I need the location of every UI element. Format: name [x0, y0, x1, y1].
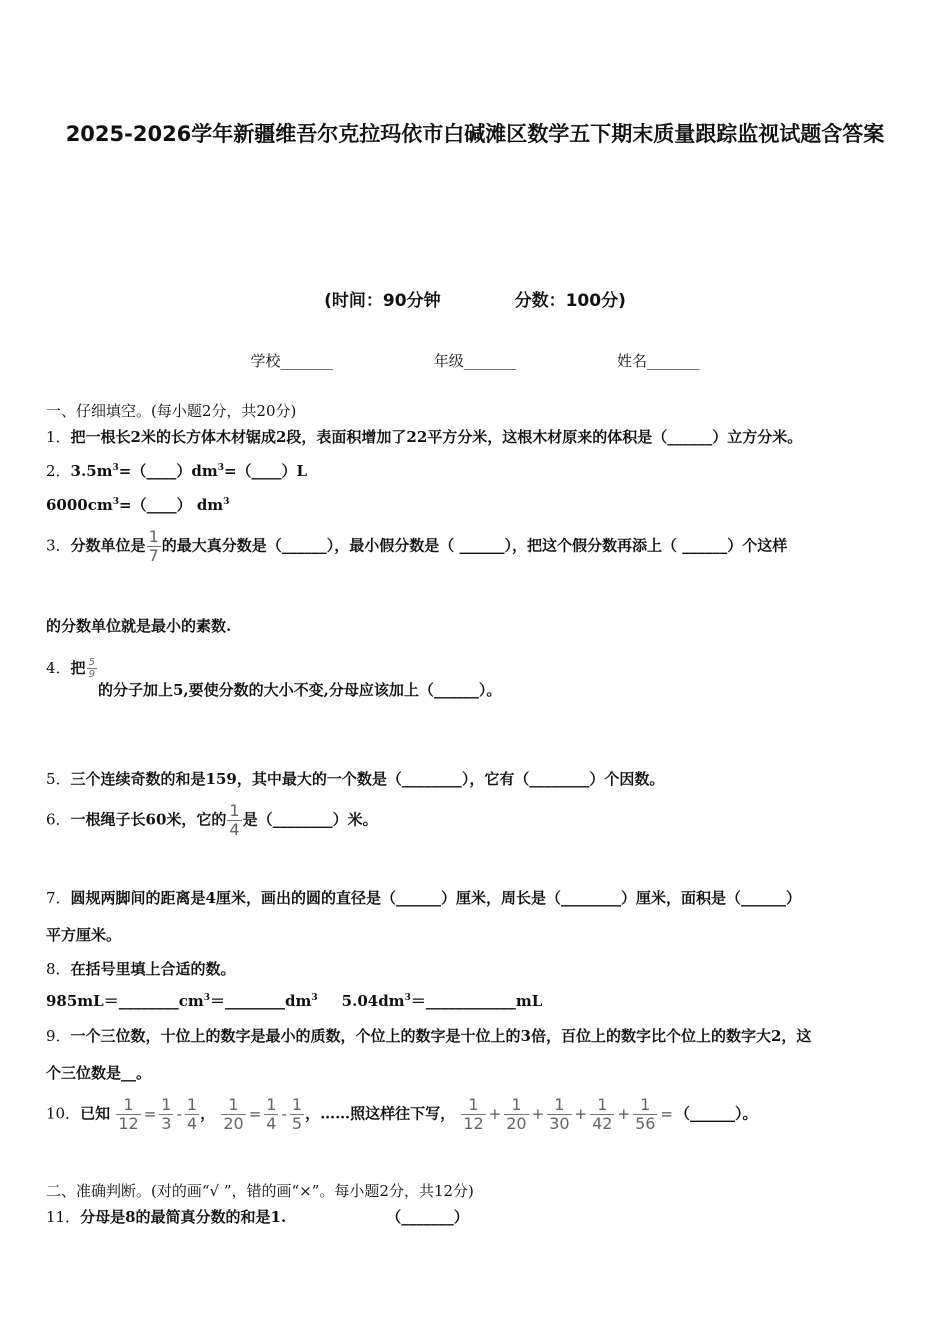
question-text: =（____）L [223, 462, 308, 480]
fraction-numerator: 1 [186, 1095, 198, 1114]
fraction-numerator: 5 [88, 657, 95, 668]
question-text: 分母是8的最简真分数的和是1. [80, 1208, 287, 1226]
question-text: =（____） dm [119, 496, 224, 514]
question-text: 三个连续奇数的和是159，其中最大的一个数是（________），它有（________）个因数。 [70, 770, 665, 788]
question-number: 3． [46, 536, 71, 555]
question-text: 3.5m [70, 462, 113, 480]
question-number: 7． [46, 889, 71, 907]
question-7-line-2: 平方厘米。 [46, 926, 122, 944]
question-text: （______）。 [675, 1104, 758, 1123]
question-2-line-2 [46, 494, 229, 515]
superscript: 3 [223, 497, 230, 507]
equals-sign: = [248, 1104, 262, 1123]
fraction [147, 528, 161, 565]
equals-sign: = [143, 1104, 157, 1123]
fraction-numerator: 1 [266, 1095, 277, 1114]
fraction-denominator: 7 [148, 546, 159, 565]
question-number: 9． [46, 1027, 71, 1045]
fraction [159, 1096, 173, 1133]
question-11 [46, 1206, 469, 1227]
question-text: 5.04dm [341, 992, 405, 1010]
school-field[interactable]: 学校_______ [250, 352, 333, 370]
fraction-denominator: 42 [592, 1114, 613, 1133]
question-2 [46, 460, 307, 481]
superscript: 3 [217, 463, 224, 473]
question-text: 一个三位数，十位上的数字是最小的质数，个位上的数字是十位上的3倍，百位上的数字比个位上的数字大2，这 [70, 1027, 812, 1045]
question-text: ＝________dm [210, 992, 312, 1010]
fraction [185, 1096, 199, 1133]
fraction-denominator: 56 [635, 1114, 656, 1133]
question-text: 已知 [80, 1104, 111, 1123]
fraction [547, 1096, 571, 1133]
question-5 [46, 768, 664, 789]
fraction [264, 1096, 278, 1133]
question-number: 4． [46, 659, 71, 677]
fraction-denominator: 5 [291, 1114, 303, 1133]
fraction-numerator: 1 [640, 1095, 651, 1114]
fraction-denominator: 4 [229, 820, 240, 839]
fraction [290, 1096, 304, 1133]
question-4 [46, 657, 502, 699]
fraction [633, 1096, 657, 1133]
page-title: 2025-2026学年新疆维吾尔克拉玛依市白碱滩区数学五下期末质量跟踪监视试题含答案 [65, 122, 885, 146]
question-text: 分数单位是 [70, 536, 146, 555]
fraction-denominator: 30 [549, 1114, 570, 1133]
fraction-numerator: 1 [511, 1095, 522, 1114]
question-1 [46, 426, 802, 447]
question-text: 圆规两脚间的距离是4厘米，画出的圆的直径是（______）厘米，周长是（________）厘米，面积是（______） [70, 889, 801, 907]
equals-sign: = [660, 1104, 673, 1123]
fraction-numerator: 1 [228, 1095, 239, 1114]
question-8 [46, 958, 236, 979]
grade-field[interactable]: 年级_______ [433, 352, 517, 370]
question-text: 的分子加上5,要使分数的大小不变,分母应该加上（______）。 [97, 681, 502, 699]
fraction-denominator: 12 [463, 1114, 484, 1133]
question-3 [46, 528, 787, 565]
question-text: 6000cm [46, 496, 113, 514]
question-text: 的最大真分数是（______），最小假分数是（ ______），把这个假分数再添上（ ______）个这样 [161, 536, 788, 555]
question-8-line-2 [46, 990, 542, 1011]
minus-sign: - [281, 1104, 287, 1123]
question-number: 5． [46, 770, 71, 788]
question-number: 8． [46, 960, 71, 978]
fraction [590, 1096, 614, 1133]
answer-blank[interactable]: （_______） [386, 1208, 469, 1226]
superscript: 3 [311, 993, 318, 1003]
superscript: 3 [404, 993, 411, 1003]
superscript: 3 [112, 463, 119, 473]
fraction-numerator: 1 [597, 1095, 608, 1114]
section-1-heading: 一、仔细填空。(每小题2分，共20分) [46, 402, 297, 420]
question-7 [46, 887, 801, 908]
question-6 [46, 802, 378, 839]
minus-sign: - [176, 1104, 182, 1123]
question-9 [46, 1025, 811, 1046]
plus-sign: + [617, 1104, 631, 1123]
exam-score: 分数：100分) [514, 291, 626, 311]
question-text: =（____）dm [118, 462, 218, 480]
fraction-denominator: 20 [506, 1114, 527, 1133]
question-text: 一根绳子长60米，它的 [70, 810, 227, 829]
fraction-denominator: 9 [88, 669, 95, 680]
question-9-line-2: 个三位数是__。 [46, 1064, 152, 1082]
fraction-numerator: 1 [123, 1095, 134, 1114]
question-text: ， [200, 1104, 216, 1123]
question-text: ，……照这样往下写， [305, 1104, 456, 1123]
question-number: 1． [46, 428, 71, 446]
question-3-line-2: 的分数单位就是最小的素数. [46, 617, 232, 635]
fraction [504, 1096, 528, 1133]
fraction-numerator: 1 [468, 1095, 479, 1114]
question-text: 把 [70, 659, 86, 677]
question-text: 在括号里填上合适的数。 [70, 960, 236, 978]
fraction-numerator: 1 [291, 1095, 303, 1114]
fraction-denominator: 12 [118, 1114, 139, 1133]
question-number: 6． [46, 810, 71, 829]
plus-sign: + [574, 1104, 588, 1123]
fraction-denominator: 20 [223, 1114, 244, 1133]
question-number: 11． [46, 1208, 81, 1226]
fraction [227, 802, 241, 839]
superscript: 3 [112, 497, 120, 507]
section-2-heading: 二、准确判断。(对的画“√ ”，错的画“×”。每小题2分，共12分) [46, 1182, 474, 1200]
superscript: 3 [203, 993, 211, 1003]
fraction [116, 1096, 140, 1133]
fraction-denominator: 3 [161, 1114, 172, 1133]
fraction-numerator: 1 [161, 1095, 172, 1114]
question-10 [46, 1096, 758, 1133]
question-text: 985mL＝________cm [46, 992, 204, 1010]
question-number: 10． [46, 1104, 81, 1123]
fraction-numerator: 1 [148, 527, 159, 546]
question-text: 把一根长2米的长方体木材锯成2段，表面积增加了22平方分米，这根木材原来的体积是（______）立方分米。 [70, 428, 803, 446]
fraction [87, 657, 97, 680]
exam-time: (时间：90分钟 [324, 291, 441, 311]
name-field[interactable]: 姓名_______ [617, 352, 700, 370]
plus-sign: + [531, 1104, 545, 1123]
exam-meta [0, 286, 950, 311]
fraction [461, 1096, 485, 1133]
plus-sign: + [488, 1104, 502, 1123]
fraction [221, 1096, 245, 1133]
fraction-denominator: 4 [186, 1114, 198, 1133]
question-text: 是（________）米。 [242, 810, 378, 829]
question-text: ＝____________mL [410, 992, 543, 1010]
student-info [0, 350, 950, 371]
fraction-numerator: 1 [554, 1095, 565, 1114]
fraction-denominator: 4 [266, 1114, 277, 1133]
question-number: 2． [46, 462, 71, 480]
fraction-numerator: 1 [229, 801, 240, 820]
